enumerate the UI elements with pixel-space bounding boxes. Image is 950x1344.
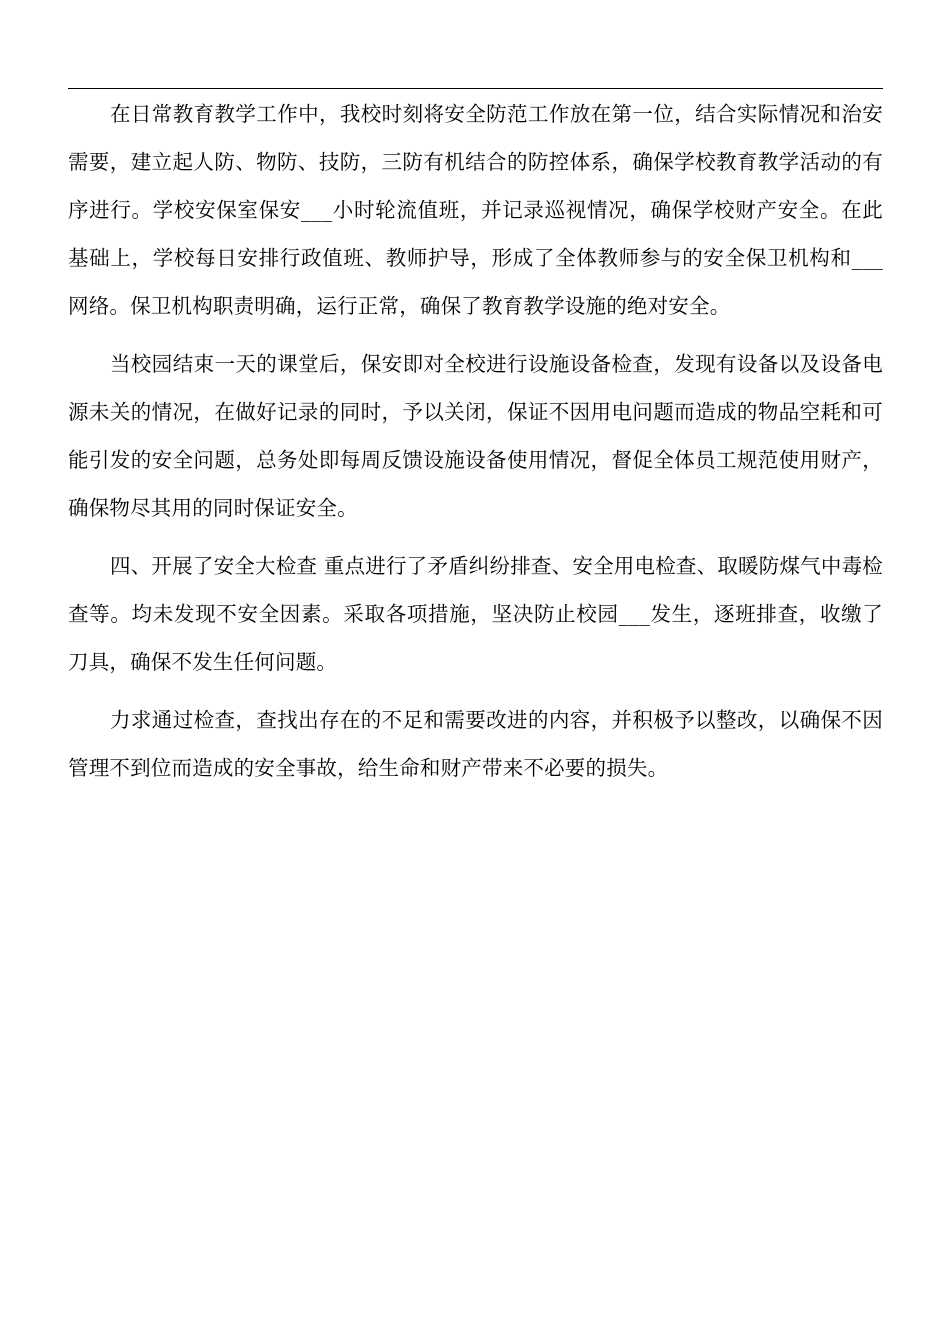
paragraph-1: 在日常教育教学工作中，我校时刻将安全防范工作放在第一位，结合实际情况和治安需要，建立起人防、物防、技防，三防有机结合的防控体系，确保学校教育教学活动的有序进行。学校安保室保安___小时轮流值班，并记录巡视情况，确保学校财产安全。在此基础上，学校每日安排行政值班、教师护导，形成了全体教师参与的安全保卫机构和___网络。保卫机构职责明确，运行正常，确保了教育教学设施的绝对安全。 bbox=[68, 102, 883, 318]
paragraph-3: 四、开展了安全大检查 重点进行了矛盾纠纷排查、安全用电检查、取暖防煤气中毒检查等。均未发现不安全因素。采取各项措施，坚决防止校园___发生，逐班排查，收缴了刀具，确保不发生任何问题。 bbox=[68, 554, 883, 674]
document-body bbox=[68, 90, 883, 792]
paragraph-2: 当校园结束一天的课堂后，保安即对全校进行设施设备检查，发现有设备以及设备电源未关的情况，在做好记录的同时，予以关闭，保证不因用电问题而造成的物品空耗和可能引发的安全问题，总务处即每周反馈设施设备使用情况，督促全体员工规范使用财产，确保物尽其用的同时保证安全。 bbox=[68, 352, 883, 520]
header-rule bbox=[68, 88, 883, 89]
paragraph-4: 力求通过检查，查找出存在的不足和需要改进的内容，并积极予以整改，以确保不因管理不到位而造成的安全事故，给生命和财产带来不必要的损失。 bbox=[68, 708, 883, 780]
